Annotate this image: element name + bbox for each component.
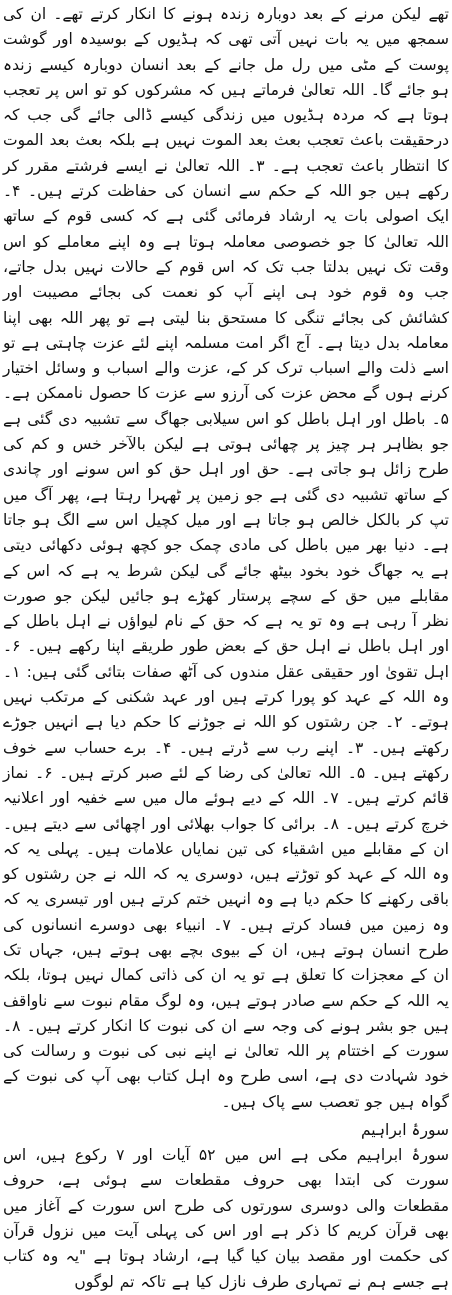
surah-heading: سورۂ ابراہیم [360,1121,449,1140]
commentary-paragraph: تھے لیکن مرنے کے بعد دوبارہ زندہ ہونے کا انکار کرتے تھے۔ ان کی سمجھ میں یہ بات نہیں آتی تھی کہ ہڈیوں کے بوسیدہ اور گوشت پوست کے مٹی میں رل مل جانے کے بعد انسان دوبارہ کیسے زندہ ہو جائے گا۔ اللہ تعالیٰ فرماتے ہیں کہ مشرکوں کو تو اس پر تعجب ہوتا ہے کہ مردہ ہڈیوں میں زندگی کیسے ڈالی جائے گی جب کہ درحقیقت باعث تعجب بعث بعد الموت نہیں ہے بلکہ بعث بعد الموت کا انتظار باعث تعجب ہے۔ ۳۔ اللہ تعالیٰ نے ایسے فرشتے مقرر کر رکھے ہیں جو اللہ کے حکم سے انسان کی حفاظت کرتے ہیں۔ ۴۔ ایک اصولی بات یہ ارشاد فرمائی گئی ہے کہ کسی قوم کے ساتھ اللہ تعالیٰ کا جو خصوصی معاملہ ہوتا ہے وہ اپنے معاملے کو اس وقت تک نہیں بدلتا جب تک کہ اس قوم کے حالات نہیں بدل جاتے، جب وہ قوم خود ہی اپنے آپ کو نعمت کی بجائے مصیبت اور کشائش کی بجائے تنگی کا مستحق بنا لیتی ہے تو پھر اللہ بھی اپنا معاملہ بدل دیتا ہے۔ آج اگر امت مسلمہ اپنے لئے عزت چاہتی ہے تو اسے ذلت والے اسباب ترک کر کے، عزت والے اسباب و وسائل اختیار کرنے ہوں گے محض عزت کی آرزو سے عزت کا حصول ناممکن ہے۔ ۵۔ باطل اور اہل باطل کو اس سیلابی جھاگ سے تشبیہ دی گئی ہے جو بظاہر ہر چیز پر چھائی ہوتی ہے لیکن بالآخر خس و کم کی طرح زائل ہو جاتی ہے۔ حق اور اہل حق کو اس سونے اور چاندی کے ساتھ تشبیہ دی گئی ہے جو زمین پر ٹھہرا رہتا ہے، پھر آگ میں تپ کر بالکل خالص ہو جاتا ہے اور میل کچیل اس سے الگ ہو جاتا ہے۔ دنیا بھر میں باطل کی مادی چمک جو کچھ ہوئی دکھائی دیتی ہے یہ جھاگ خود بخود بیٹھ جائے گی لیکن شرط یہ ہے کہ اس کے مقابلے میں حق کے سچے پرستار کھڑے ہو جائیں لیکن جو صورت نظر آ رہی ہے وہ تو یہ ہے کہ حق کے نام لیواؤں نے اہل باطل کے اور اہل باطل نے اہل حق کے بعض طور طریقے اپنا رکھے ہیں۔ ۶۔ اہل تقویٰ اور حقیقی عقل مندوں کی آٹھ صفات بتائی گئی ہیں: ۱۔ وہ اللہ کے عہد کو پورا کرتے ہیں اور عہد شکنی کے مرتکب نہیں ہوتے۔ ۲۔ جن رشتوں کو اللہ نے جوڑنے کا حکم دیا ہے انہیں جوڑے رکھتے ہیں۔ ۳۔ اپنے رب سے ڈرتے ہیں۔ ۴۔ برے حساب سے خوف رکھتے ہیں۔ ۵۔ اللہ تعالیٰ کی رضا کے لئے صبر کرتے ہیں۔ ۶۔ نماز قائم کرتے ہیں۔ ۷۔ اللہ کے دیے ہوئے مال میں سے خفیہ اور اعلانیہ خرچ کرتے ہیں۔ ۸۔ برائی کا جواب بھلائی اور اچھائی سے دیتے ہیں۔ ان کے مقابلے میں اشقیاء کی تین نمایاں علامات ہیں۔ پہلی یہ کہ وہ اللہ کے عہد کو توڑتے ہیں، دوسری یہ کہ اللہ نے جن رشتوں کو باقی رکھنے کا حکم دیا ہے وہ انہیں ختم کرتے ہیں اور تیسری یہ کہ وہ زمین میں فساد کرتے ہیں۔ ۷۔ انبیاء بھی دوسرے انسانوں کی طرح انسان ہوتے ہیں، ان کے بیوی بچے بھی ہوتے ہیں، جہاں تک ان کے معجزات کا تعلق ہے تو یہ ان کی ذاتی کمال نہیں ہوتا، بلکہ یہ اللہ کے حکم سے صادر ہوتے ہیں، وہ لوگ مقام نبوت سے ناواقف ہیں جو بشر ہونے کی وجہ سے ان کی نبوت کا انکار کرتے ہیں۔ ۸۔ سورت کے اختتام پر اللہ تعالیٰ نے اپنے نبی کی نبوت و رسالت کی خود شہادت دی ہے، اسی طرح وہ اہل کتاب بھی آپ کی نبوت کے گواہ ہیں جو تعصب سے پاک ہیں۔ [3,5,450,1111]
surah-intro-paragraph: سورۂ ابراہیم مکی ہے اس میں ۵۲ آیات اور ۷ رکوع ہیں، اس سورت کی ابتدا بھی حروف مقطعات سے ہوئی ہے، حروف مقطعات والی دوسری سورتوں کی طرح اس سورت کے آغاز میں بھی قرآن کریم کا ذکر ہے اور اس کی پہلی آیت میں نزول قرآن کی حکمت اور مقصد بیان کیا گیا ہے، ارشاد ہوتا ہے "یہ وہ کتاب ہے جسے ہم نے تمہاری طرف نازل کیا ہے تاکہ تم لوگوں [3,1146,449,1291]
